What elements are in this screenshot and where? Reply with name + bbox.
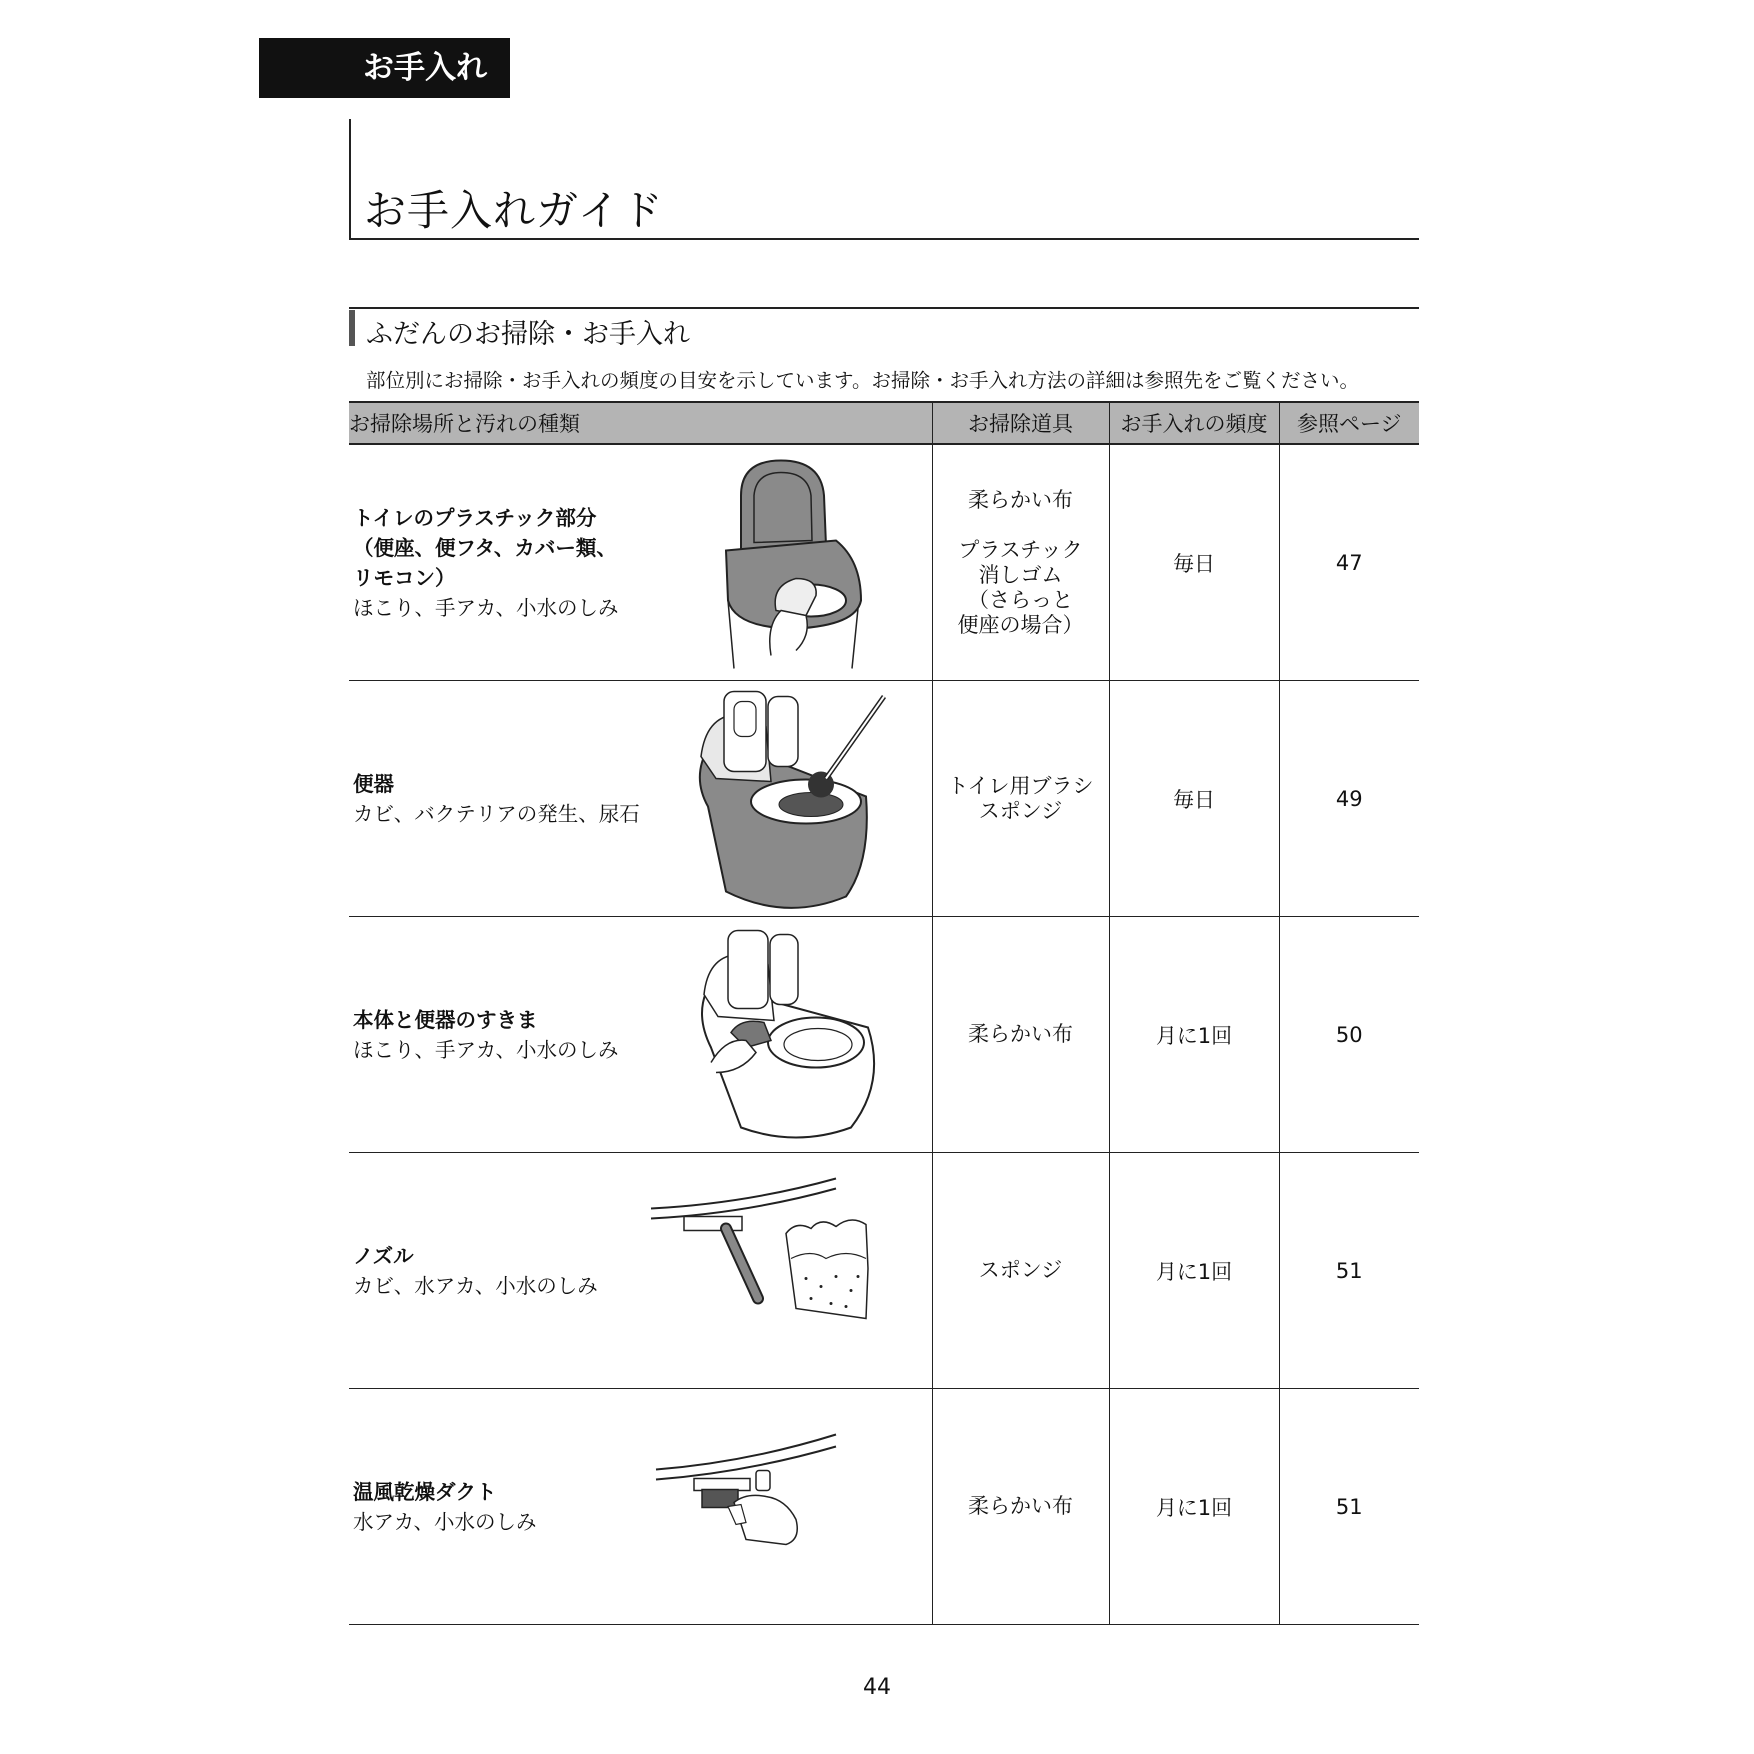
location-cell: [349, 1389, 932, 1625]
location-cell: [349, 681, 932, 917]
reference-page-cell: 51: [1279, 1389, 1419, 1625]
frequency-cell: 毎日: [1109, 681, 1279, 917]
table-row: [349, 917, 1419, 1153]
section-rule: [349, 307, 1419, 309]
frequency-cell: 月に1回: [1109, 1153, 1279, 1389]
header-tool: お掃除道具: [932, 402, 1109, 444]
intro-text: 部位別にお掃除・お手入れの頻度の目安を示しています。お掃除・お手入れ方法の詳細は参照先をご覧ください。: [366, 369, 1359, 392]
location-name: トイレのプラスチック部分 （便座、便フタ、カバー類、 リモコン）: [353, 505, 617, 590]
location-name: 本体と便器のすきま: [353, 1007, 538, 1032]
dirt-type: ほこり、手アカ、小水のしみ: [353, 1037, 619, 1062]
cleaning-guide-table: [349, 401, 1419, 1625]
table-row: [349, 444, 1419, 681]
header-frequency: お手入れの頻度: [1109, 402, 1279, 444]
section-marker: [349, 310, 355, 346]
header-location: お掃除場所と汚れの種類: [349, 402, 932, 444]
location-text: [353, 503, 618, 623]
table-row: [349, 1153, 1419, 1389]
reference-page-cell: 47: [1279, 444, 1419, 681]
location-cell: [349, 444, 932, 681]
tool-cell: スポンジ: [932, 1153, 1109, 1389]
table-row: [349, 681, 1419, 917]
section-tab: お手入れ: [259, 38, 510, 98]
reference-page-cell: 51: [1279, 1153, 1419, 1389]
page-number: 44: [863, 1675, 891, 1700]
table-header-row: [349, 402, 1419, 444]
reference-page-cell: 50: [1279, 917, 1419, 1153]
location-cell: [349, 917, 932, 1153]
nozzle-sponge-illustration: [646, 1158, 896, 1383]
tool-cell: トイレ用ブラシ スポンジ: [932, 681, 1109, 917]
frequency-cell: 月に1回: [1109, 917, 1279, 1153]
dirt-type: カビ、水アカ、小水のしみ: [353, 1273, 598, 1298]
location-text: [353, 1005, 618, 1065]
duct-wiping-illustration: [646, 1394, 896, 1619]
dirt-type: カビ、バクテリアの発生、尿石: [353, 801, 640, 826]
location-text: [353, 769, 640, 829]
location-name: ノズル: [353, 1243, 414, 1268]
frequency-cell: 月に1回: [1109, 1389, 1279, 1625]
tool-cell: 柔らかい布: [932, 1389, 1109, 1625]
tool-cell: 柔らかい布: [932, 917, 1109, 1153]
section-title: ふだんのお掃除・お手入れ: [366, 319, 690, 350]
page-title: お手入れガイド: [364, 186, 664, 235]
reference-page-cell: 49: [1279, 681, 1419, 917]
dirt-type: ほこり、手アカ、小水のしみ: [353, 595, 619, 620]
header-reference-page: 参照ページ: [1279, 402, 1419, 444]
location-name: 便器: [353, 771, 394, 796]
toilet-brush-illustration: [646, 686, 896, 911]
table-row: [349, 1389, 1419, 1625]
toilet-lid-wiping-illustration: [646, 450, 896, 675]
location-text: [353, 1477, 536, 1537]
gap-wiping-illustration: [646, 922, 896, 1147]
location-text: [353, 1241, 598, 1301]
location-cell: [349, 1153, 932, 1389]
tool-cell: 柔らかい布 プラスチック 消しゴム （さらっと 便座の場合）: [932, 444, 1109, 681]
location-name: 温風乾燥ダクト: [353, 1479, 497, 1504]
frequency-cell: 毎日: [1109, 444, 1279, 681]
dirt-type: 水アカ、小水のしみ: [353, 1509, 537, 1534]
